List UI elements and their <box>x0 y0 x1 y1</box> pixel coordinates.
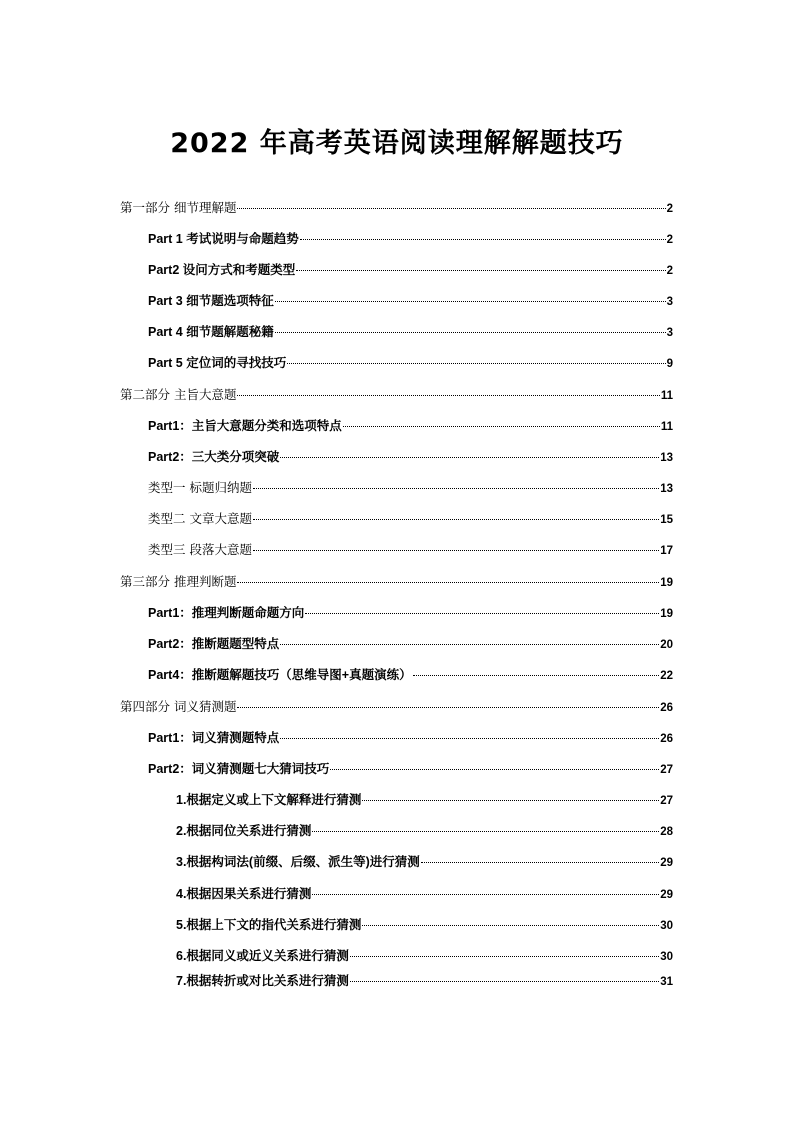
toc-entry-page-number: 27 <box>660 795 673 807</box>
toc-entry[interactable] <box>148 509 673 529</box>
toc-entry-page-number: 26 <box>660 733 673 745</box>
dot-leader <box>296 269 665 271</box>
document-title: 2022 年高考英语阅读理解解题技巧 <box>170 128 624 159</box>
toc-entry[interactable] <box>120 572 673 592</box>
toc-entry-label: Part 3 细节题选项特征 <box>148 294 274 308</box>
toc-entry-page-number: 9 <box>666 358 673 370</box>
toc-entry[interactable] <box>148 229 673 249</box>
toc-entry-label: 4.根据因果关系进行猜测 <box>176 887 312 901</box>
toc-entry[interactable] <box>148 540 673 560</box>
toc-entry[interactable] <box>148 603 673 623</box>
toc-entry-label: Part1：推理判断题命题方向 <box>148 606 305 620</box>
dot-leader <box>350 955 659 957</box>
toc-entry[interactable] <box>148 728 673 748</box>
toc-entry[interactable] <box>148 478 673 498</box>
toc-entry-page-number: 30 <box>660 951 673 963</box>
toc-entry-label: Part 5 定位词的寻找技巧 <box>148 356 287 370</box>
toc-entry-label: 第三部分 推理判断题 <box>120 574 237 589</box>
toc-entry-label: 第四部分 词义猜测题 <box>120 699 237 714</box>
dot-leader <box>280 456 659 458</box>
toc-entry-page-number: 29 <box>660 889 673 901</box>
toc-entry-label: 2.根据同位关系进行猜测 <box>176 824 312 838</box>
toc-entry[interactable] <box>120 198 673 218</box>
toc-entry-label: 1.根据定义或上下文解释进行猜测 <box>176 793 362 807</box>
toc-entry-label: Part1：主旨大意题分类和选项特点 <box>148 419 342 433</box>
toc-entry[interactable] <box>176 790 673 810</box>
toc-entry[interactable] <box>148 447 673 467</box>
toc-entry-label: Part2 设问方式和考题类型 <box>148 263 296 277</box>
dot-leader <box>275 300 666 302</box>
toc-entry[interactable] <box>148 353 673 373</box>
toc-entry[interactable] <box>176 915 673 935</box>
toc-entry[interactable] <box>176 852 673 872</box>
dot-leader <box>312 893 659 895</box>
toc-entry-page-number: 27 <box>660 764 673 776</box>
toc-entry-label: Part 4 细节题解题秘籍 <box>148 325 274 339</box>
dot-leader <box>253 549 659 551</box>
toc-entry-label: 类型一 标题归纳题 <box>148 480 252 495</box>
toc-entry-label: 6.根据同义或近义关系进行猜测 <box>176 949 349 963</box>
dot-leader <box>312 830 659 832</box>
toc-entry-page-number: 15 <box>660 514 673 526</box>
toc-entry-label: Part2：三大类分项突破 <box>148 450 280 464</box>
toc-entry-label: 第二部分 主旨大意题 <box>120 387 237 402</box>
dot-leader <box>237 207 665 209</box>
dot-leader <box>237 394 659 396</box>
toc-entry[interactable] <box>148 291 673 311</box>
toc-entry[interactable] <box>120 385 673 405</box>
dot-leader <box>343 425 660 427</box>
toc-entry-page-number: 2 <box>666 234 673 246</box>
dot-leader <box>413 674 660 676</box>
toc-entry-page-number: 2 <box>666 265 673 277</box>
toc-entry-page-number: 22 <box>660 670 673 682</box>
toc-entry-page-number: 17 <box>660 545 673 557</box>
dot-leader <box>280 643 659 645</box>
toc-entry[interactable] <box>148 634 673 654</box>
toc-entry-page-number: 19 <box>660 608 673 620</box>
dot-leader <box>237 706 659 708</box>
toc-entry-page-number: 20 <box>660 639 673 651</box>
toc-entry-label: 类型三 段落大意题 <box>148 542 252 557</box>
toc-entry-label: Part1：词义猜测题特点 <box>148 731 280 745</box>
dot-leader <box>362 799 659 801</box>
toc-entry[interactable] <box>176 821 673 841</box>
toc-entry[interactable] <box>148 260 673 280</box>
dot-leader <box>350 980 659 982</box>
toc-entry-page-number: 2 <box>666 203 673 215</box>
toc-entry-page-number: 26 <box>660 702 673 714</box>
dot-leader <box>421 861 659 863</box>
dot-leader <box>275 331 666 333</box>
toc-entry-page-number: 31 <box>660 976 673 988</box>
dot-leader <box>287 362 665 364</box>
toc-entry[interactable] <box>148 759 673 779</box>
toc-entry-page-number: 19 <box>660 577 673 589</box>
toc-entry-label: 第一部分 细节理解题 <box>120 200 237 215</box>
toc-entry-label: 7.根据转折或对比关系进行猜测 <box>176 974 349 988</box>
toc-entry-page-number: 29 <box>660 857 673 869</box>
toc-entry-page-number: 13 <box>660 483 673 495</box>
dot-leader <box>300 238 666 240</box>
toc-entry-label: 类型二 文章大意题 <box>148 511 252 526</box>
toc-entry-label: 5.根据上下文的指代关系进行猜测 <box>176 918 362 932</box>
toc-entry[interactable] <box>148 665 673 685</box>
toc-entry-page-number: 3 <box>666 327 673 339</box>
toc-entry-page-number: 30 <box>660 920 673 932</box>
dot-leader <box>280 737 659 739</box>
toc-entry-page-number: 11 <box>660 421 673 433</box>
toc-entry-page-number: 3 <box>666 296 673 308</box>
toc-entry[interactable] <box>176 884 673 904</box>
toc-entry-label: Part2：词义猜测题七大猜词技巧 <box>148 762 330 776</box>
toc-entry[interactable] <box>148 322 673 342</box>
dot-leader <box>237 581 659 583</box>
dot-leader <box>305 612 659 614</box>
toc-entry[interactable] <box>176 946 673 966</box>
toc-entry-page-number: 28 <box>660 826 673 838</box>
toc-entry-label: Part2：推断题题型特点 <box>148 637 280 651</box>
toc-entry[interactable] <box>120 697 673 717</box>
toc-entry-page-number: 13 <box>660 452 673 464</box>
toc-entry[interactable] <box>148 416 673 436</box>
dot-leader <box>253 487 659 489</box>
toc-entry-page-number: 11 <box>660 390 673 402</box>
toc-entry-label: Part 1 考试说明与命题趋势 <box>148 232 299 246</box>
toc-entry-label: Part4：推断题解题技巧（思维导图+真题演练） <box>148 668 412 682</box>
dot-leader <box>253 518 659 520</box>
dot-leader <box>330 768 659 770</box>
toc-entry-label: 3.根据构词法(前缀、后缀、派生等)进行猜测 <box>176 855 420 869</box>
toc-entry[interactable] <box>176 971 673 991</box>
dot-leader <box>362 924 659 926</box>
